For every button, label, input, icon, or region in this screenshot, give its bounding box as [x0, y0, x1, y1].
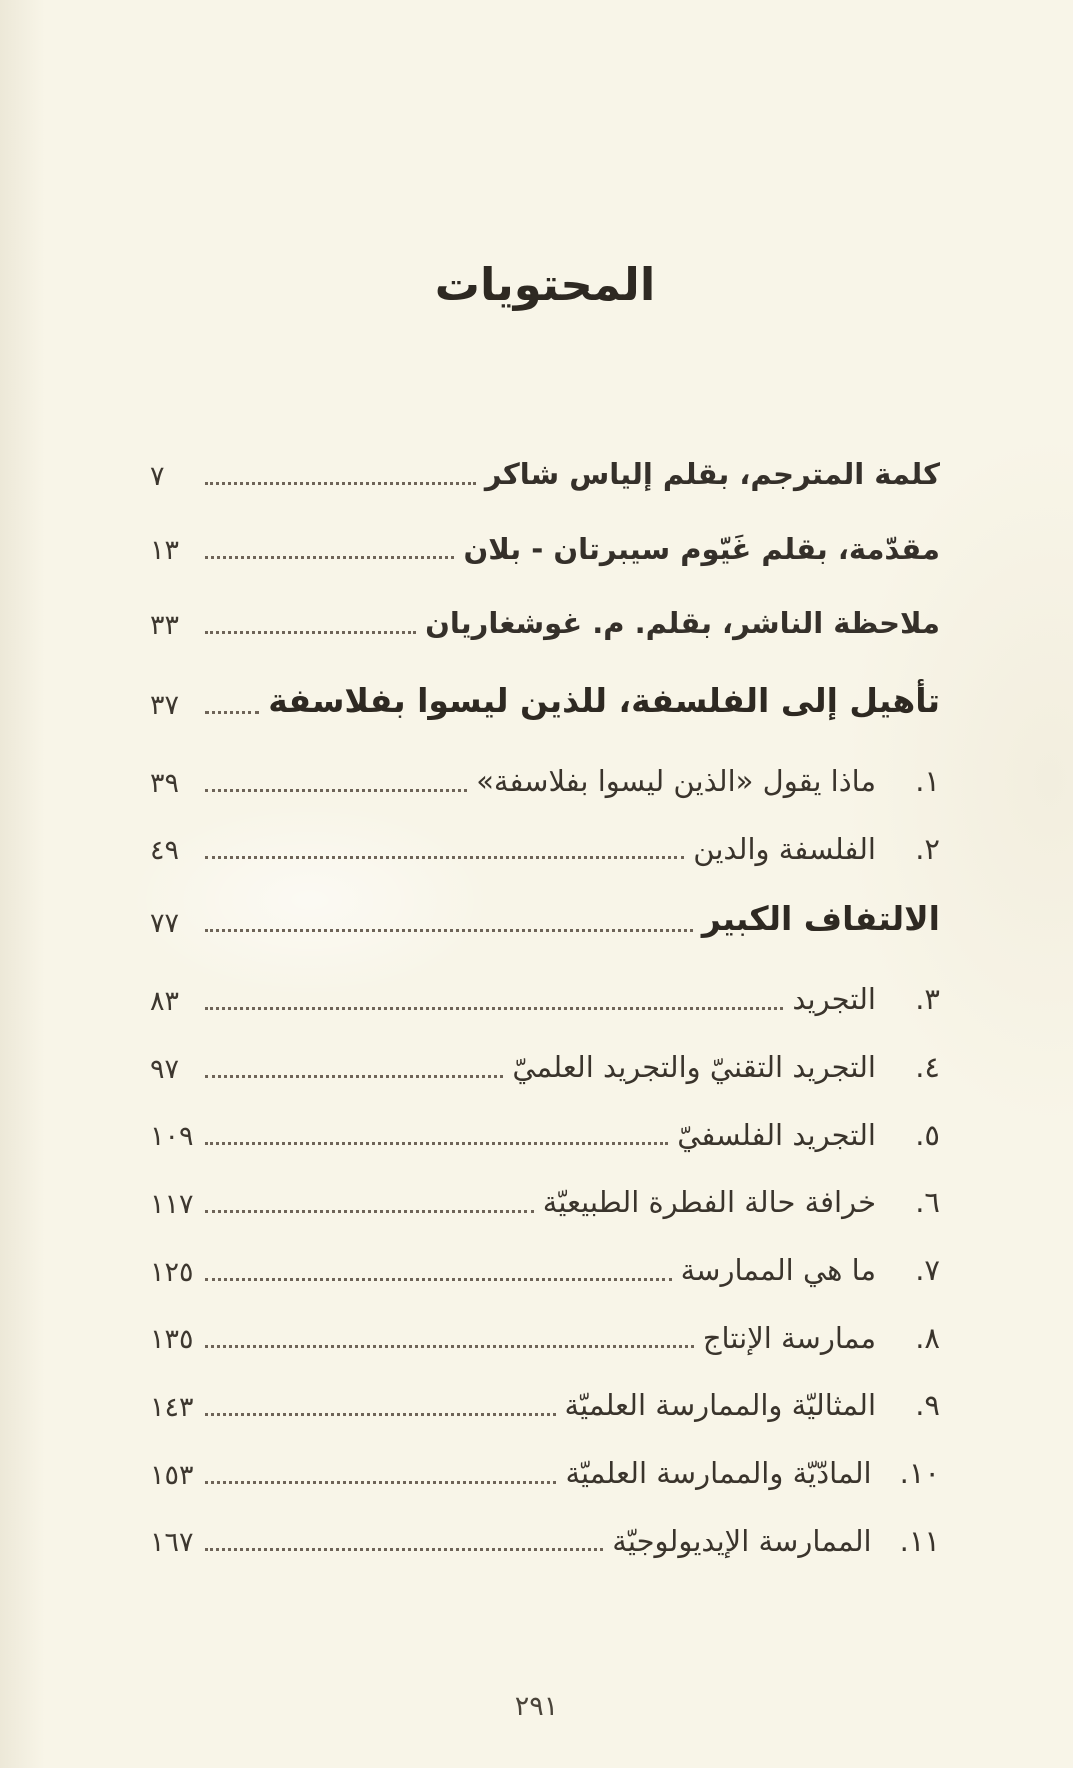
dot-leader [205, 1548, 603, 1551]
entry-title: الممارسة الإيديولوجيّة [612, 1523, 872, 1558]
entry-page-number: ١٦٧ [150, 1527, 194, 1559]
chapter-number: ١. [915, 763, 940, 798]
entry-page-number: ٩٧ [150, 1053, 180, 1085]
entry-title: المثاليّة والممارسة العلميّة [564, 1388, 876, 1423]
entry-title: الفلسفة والدين [693, 831, 876, 866]
chapter-number: ٨. [915, 1320, 940, 1355]
dot-leader [205, 1413, 556, 1416]
entry-title: ماذا يقول «الذين ليسوا بفلاسفة» [476, 763, 876, 798]
entry-page-number: ٣٧ [150, 689, 180, 721]
table-of-contents [150, 456, 940, 1560]
entry-page-number: ١٠٩ [150, 1121, 194, 1153]
page-title: المحتويات [434, 258, 656, 311]
entry-title: كلمة المترجم، بقلم إلياس شاكر [484, 457, 940, 491]
entry-page-number: ١٥٣ [150, 1459, 194, 1491]
dot-leader [205, 1007, 783, 1010]
entry-title: ملاحظة الناشر، بقلم. م. غوشغاريان [425, 606, 940, 641]
entry-page-number: ١١٧ [150, 1188, 194, 1220]
dot-leader [205, 556, 454, 559]
entry-title: خرافة حالة الفطرة الطبيعيّة [542, 1185, 876, 1220]
dot-leader [205, 1142, 668, 1145]
chapter-number: ٢. [915, 831, 940, 866]
dot-leader [205, 929, 693, 932]
entry-page-number: ١٣ [150, 535, 180, 567]
dot-leader [205, 711, 259, 714]
toc-chapter-entry [150, 1252, 940, 1290]
entry-page-number: ١٢٥ [150, 1256, 194, 1288]
entry-page-number: ٣٣ [150, 609, 180, 641]
entry-title: ما هي الممارسة [680, 1252, 876, 1287]
dot-leader [205, 1075, 503, 1078]
toc-chapter-entry [150, 763, 940, 801]
dot-leader [205, 631, 416, 634]
toc-chapter-entry [150, 1049, 940, 1087]
entry-page-number: ٧ [150, 460, 165, 492]
entry-title: التجريد التقنيّ والتجريد العلميّ [512, 1049, 876, 1084]
entry-page-number: ٣٩ [150, 767, 180, 799]
toc-chapter-entry [150, 1455, 940, 1493]
chapter-number: ١١. [899, 1523, 940, 1558]
toc-section-heading [150, 680, 940, 723]
chapter-number: ٥. [915, 1117, 940, 1152]
toc-front-matter-entry [150, 531, 940, 569]
toc-front-matter-entry [150, 456, 940, 494]
chapter-number: ١٠. [899, 1456, 940, 1491]
folio-page-number: ٢٩١ [514, 1691, 559, 1722]
toc-front-matter-entry [150, 605, 940, 643]
entry-page-number: ١٣٥ [150, 1324, 194, 1356]
toc-section-heading [150, 898, 940, 941]
toc-chapter-entry [150, 1320, 940, 1358]
chapter-number: ٩. [915, 1388, 940, 1423]
toc-chapter-entry [150, 1387, 940, 1425]
dot-leader [205, 1345, 694, 1348]
dot-leader [205, 1210, 534, 1213]
entry-title: التجريد [792, 982, 876, 1017]
toc-chapter-entry [150, 981, 940, 1019]
chapter-number: ٦. [915, 1185, 940, 1220]
entry-page-number: ١٤٣ [150, 1391, 194, 1423]
entry-title: الالتفاف الكبير [701, 899, 940, 939]
entry-title: ممارسة الإنتاج [702, 1320, 876, 1355]
chapter-number: ٤. [915, 1049, 940, 1084]
entry-page-number: ٧٧ [150, 908, 180, 940]
entry-title: المادّيّة والممارسة العلميّة [565, 1456, 872, 1491]
dot-leader [205, 482, 476, 485]
entry-page-number: ٨٣ [150, 985, 180, 1017]
dot-leader [205, 1481, 556, 1484]
toc-chapter-entry [150, 1184, 940, 1222]
entry-title: تأهيل إلى الفلسفة، للذين ليسوا بفلاسفة [268, 681, 940, 721]
toc-chapter-entry [150, 1117, 940, 1155]
entry-title: التجريد الفلسفيّ [677, 1117, 876, 1152]
toc-chapter-entry [150, 831, 940, 869]
chapter-number: ٣. [915, 982, 940, 1017]
entry-page-number: ٤٩ [150, 835, 180, 867]
dot-leader [205, 856, 684, 859]
entry-title: مقدّمة، بقلم غَيّوم سيبرتان - بلان [463, 531, 940, 566]
chapter-number: ٧. [915, 1252, 940, 1287]
toc-chapter-entry [150, 1523, 940, 1561]
dot-leader [205, 1278, 672, 1281]
dot-leader [205, 789, 467, 792]
